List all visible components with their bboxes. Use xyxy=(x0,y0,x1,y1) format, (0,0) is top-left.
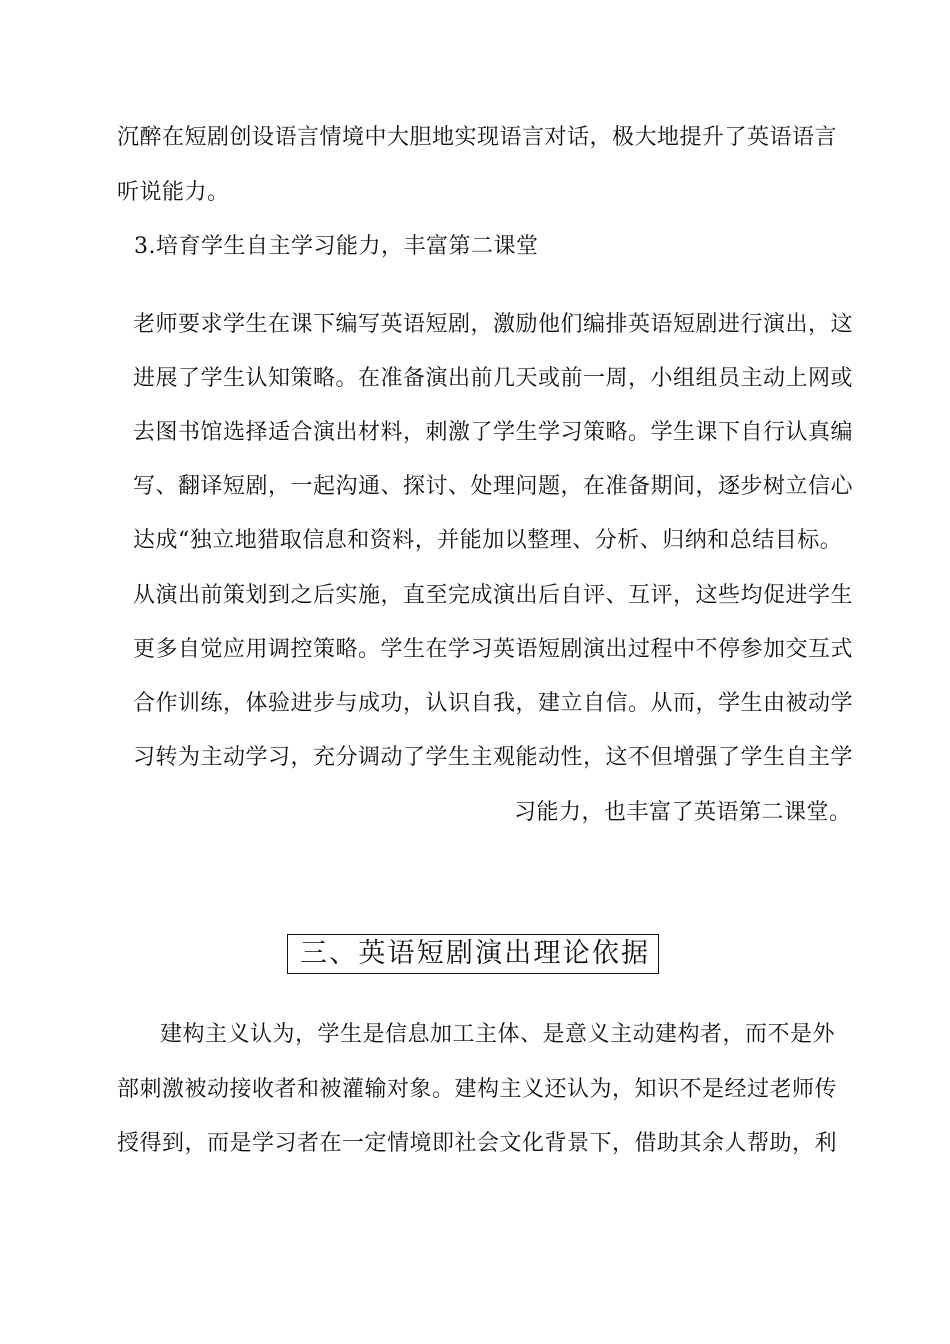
paragraph-line: 达成“独立地猎取信息和资料，并能加以整理、分析、归纳和总结目标。 xyxy=(133,528,843,553)
paragraph-line: 习转为主动学习，充分调动了学生主观能动性，这不但增强了学生自主学 xyxy=(133,745,854,770)
paragraph-line: 部刺激被动接收者和被灌输对象。建构主义还认为，知识不是经过老师传 xyxy=(117,1077,838,1102)
paragraph-line: 授得到，而是学习者在一定情境即社会文化背景下，借助其余人帮助，利 xyxy=(117,1131,838,1156)
paragraph-line: 听说能力。 xyxy=(117,180,230,205)
paragraph-line: 从演出前策划到之后实施，直至完成演出后自评、互评，这些均促进学生 xyxy=(133,583,854,608)
paragraph-line: 沉醉在短剧创设语言情境中大胆地实现语言对话，极大地提升了英语语言 xyxy=(117,125,838,150)
paragraph-line: 更多自觉应用调控策略。学生在学习英语短剧演出过程中不停参加交互式 xyxy=(133,637,854,662)
paragraph-line: 合作训练，体验进步与成功，认识自我，建立自信。从而，学生由被动学 xyxy=(133,691,854,716)
paragraph-line: 建构主义认为，学生是信息加工主体、是意义主动建构者，而不是外 xyxy=(160,1022,836,1047)
paragraph-line: 老师要求学生在课下编写英语短剧，激励他们编排英语短剧进行演出，这 xyxy=(133,312,854,337)
paragraph-line: 习能力，也丰富了英语第二课堂。 xyxy=(514,800,852,825)
paragraph-line: 进展了学生认知策略。在准备演出前几天或前一周，小组组员主动上网或 xyxy=(133,366,854,391)
paragraph-line: 写、翻译短剧，一起沟通、探讨、处理问题，在准备期间，逐步树立信心 xyxy=(133,474,854,499)
paragraph-line: 去图书馆选择适合演出材料，刺激了学生学习策略。学生课下自行认真编 xyxy=(133,420,854,445)
subheading: 3.培育学生自主学习能力，丰富第二课堂 xyxy=(134,234,539,259)
section-heading: 三、英语短剧演出理论依据 xyxy=(300,938,648,969)
